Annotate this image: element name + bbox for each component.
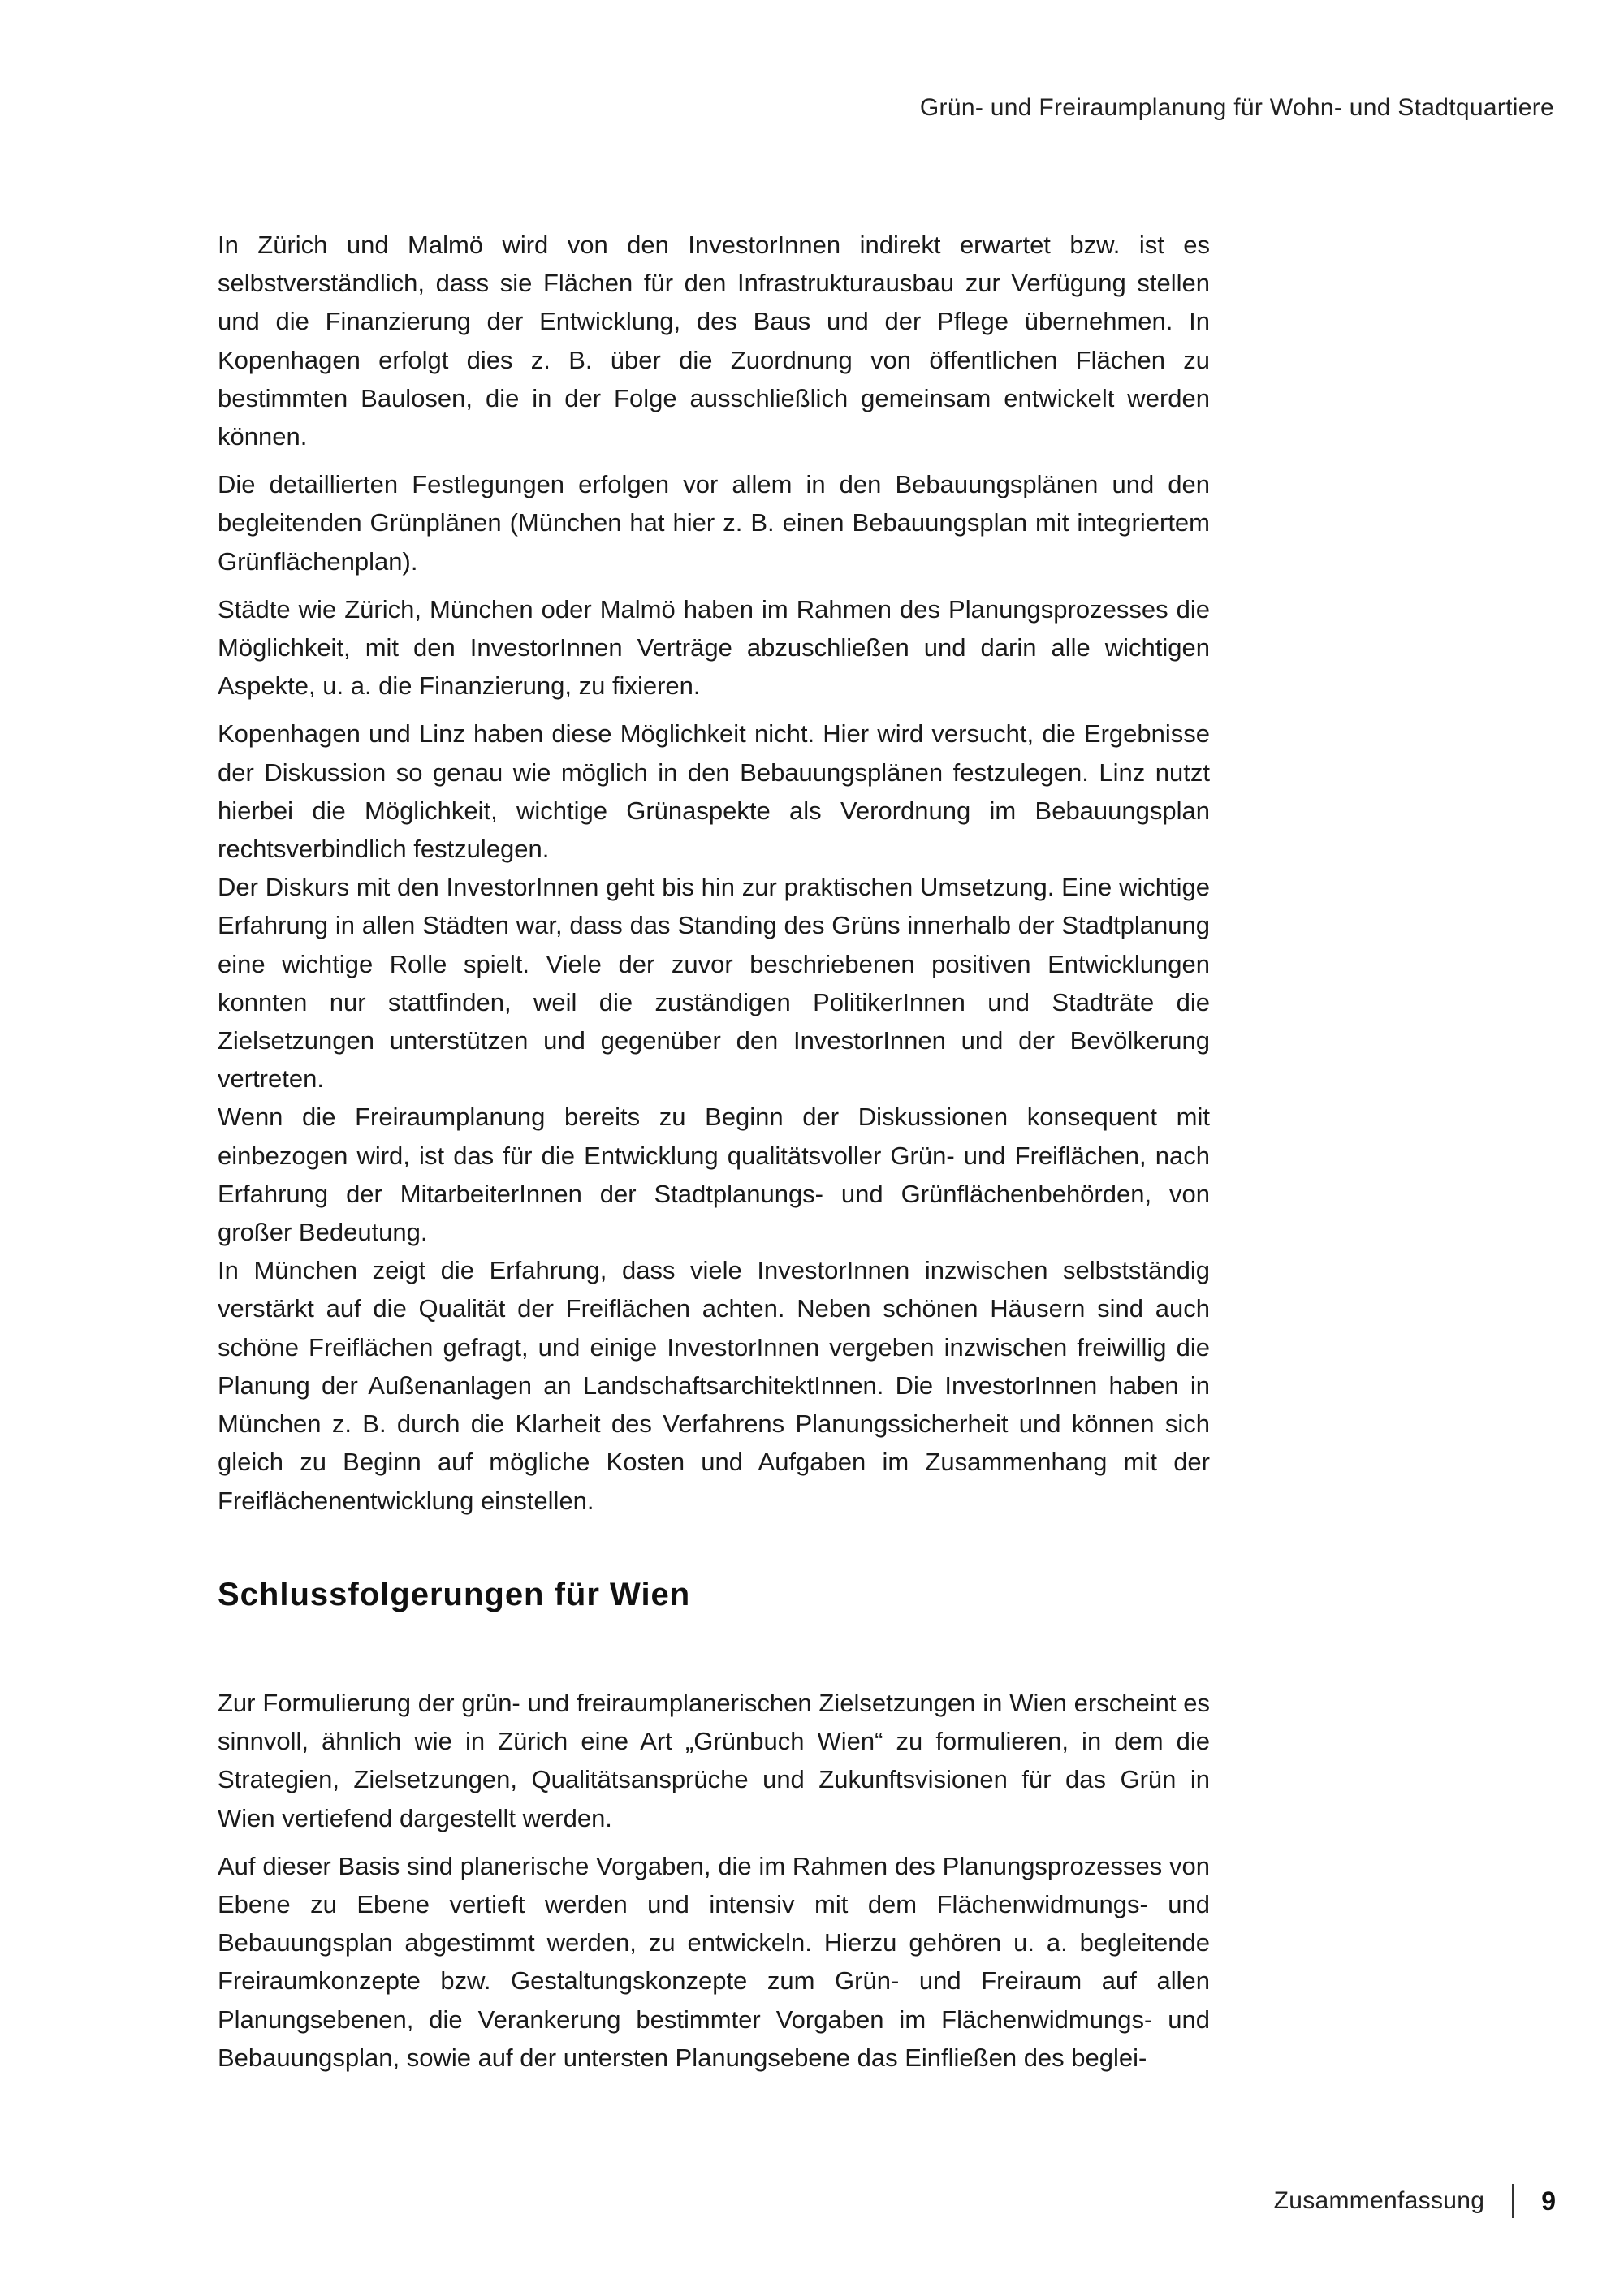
footer-chapter-label: Zusammenfassung [1273, 2187, 1485, 2214]
paragraph-copenhagen-linz: Kopenhagen und Linz haben diese Möglichkeit nicht. Hier wird versucht, die Ergebnisse der Diskussion so genau wie möglich in den Bebauungsplänen festzulegen. Linz nutzt hierbei die Möglichkeit, wichtige Grünaspekte als Verordnung im Bebauungsplan rechtsverbindlich festzulegen. [218, 719, 1210, 864]
paragraph-detailed-regulations: Die detaillierten Festlegungen erfolgen vor allem in den Bebauungsplänen und den begleitenden Grünplänen (München hat hier z. B. einen Bebauungsplan mit integriertem Grünflächenplan). [218, 470, 1210, 576]
body-text-section [218, 226, 1210, 1520]
paragraph-investor-contracts: Städte wie Zürich, München oder Malmö haben im Rahmen des Planungsprozesses die Möglichkeit, mit den InvestorInnen Verträge abzuschließen und darin alle wichtigen Aspekte, u. a. die Finanzierung, zu fixieren. [218, 594, 1210, 701]
conclusions-text-section [218, 1684, 1210, 2077]
page-footer [1274, 2184, 1556, 2218]
running-header: Grün- und Freiraumplanung für Wohn- und Stadtquartiere [919, 94, 1554, 121]
paragraph-early-open-space-planning: Wenn die Freiraumplanung bereits zu Beginn der Diskussionen konsequent mit einbezogen wird, ist das für die Entwicklung qualitätsvoller Grün- und Freiflächen, nach Erfahrung der MitarbeiterInnen der Stadtplanungs- und Grünflächenbehörden, von großer Bedeutung. [218, 1103, 1210, 1247]
footer-divider [1512, 2184, 1514, 2218]
paragraph-planning-requirements: Auf dieser Basis sind planerische Vorgaben, die im Rahmen des Planungsprozesses von Ebene zu Ebene vertieft werden und intensiv mit dem Flächenwidmungs- und Bebauungsplan abgestimmt werden, zu entwickeln. Hierzu gehören u. a. begleitende Freiraumkonzepte bzw. Gestaltungskonzepte zum Grün- und Freiraum auf allen Planungsebenen, die Verankerung bestimmter Vorgaben im Flächenwidmungs- und Bebauungsplan, sowie auf der untersten Planungsebene das Einfließen des beglei- [218, 1851, 1210, 2072]
section-heading: Schlussfolgerungen für Wien [218, 1577, 691, 1612]
paragraph-green-book-vienna: Zur Formulierung der grün- und freiraumplanerischen Zielsetzungen in Wien erscheint es sinnvoll, ähnlich wie in Zürich eine Art „Grünbuch Wien“ zu formulieren, in dem die Strategien, Zielsetzungen, Qualitätsansprüche und Zukunftsvisionen für das Grün in Wien vertiefend dargestellt werden. [218, 1689, 1210, 1832]
page-number: 9 [1541, 2186, 1556, 2216]
paragraph-investor-obligations: In Zürich und Malmö wird von den InvestorInnen indirekt erwartet bzw. ist es selbstverständlich, dass sie Flächen für den Infrastrukturausbau zur Verfügung stellen und die Finanzierung der Entwicklung, des Baus und der Pflege übernehmen. In Kopenhagen erfolgt dies z. B. über die Zuordnung von öffentlichen Flächen zu bestimmten Baulosen, die in der Folge ausschließlich gemeinsam entwickelt werden können. [218, 231, 1210, 451]
paragraph-investor-discourse: Der Diskurs mit den InvestorInnen geht bis hin zur praktischen Umsetzung. Eine wichtige Erfahrung in allen Städten war, dass das Standing des Grüns innerhalb der Stadtplanung eine wichtige Rolle spielt. Viele der zuvor beschriebenen positiven Entwicklungen konnten nur stattfinden, weil die zuständigen PolitikerInnen und Stadträte die Zielsetzungen unterstützen und gegenüber den InvestorInnen und der Bevölkerung vertreten. [218, 873, 1210, 1094]
paragraph-munich-experience: In München zeigt die Erfahrung, dass viele InvestorInnen inzwischen selbstständig verstärkt auf die Qualität der Freiflächen achten. Neben schönen Häusern sind auch schöne Freiflächen gefragt, und einige InvestorInnen vergeben inzwischen freiwillig die Planung der Außenanlagen an LandschaftsarchitektInnen. Die InvestorInnen haben in München z. B. durch die Klarheit des Verfahrens Planungssicherheit und können sich gleich zu Beginn auf mögliche Kosten und Aufgaben im Zusammenhang mit der Freiflächenentwicklung einstellen. [218, 1256, 1210, 1515]
